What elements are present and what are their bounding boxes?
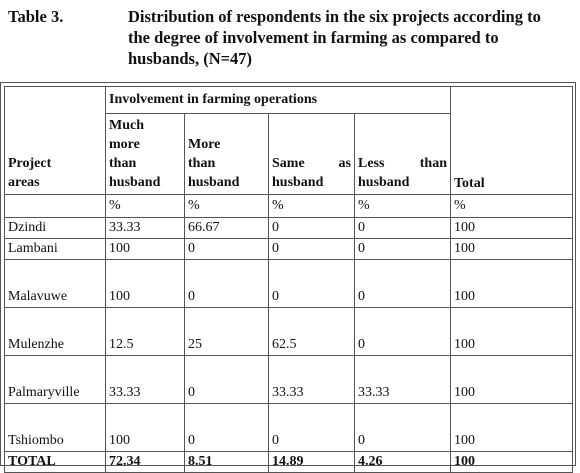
value-cell: 12.5 <box>106 308 185 356</box>
value-cell: 100 <box>106 260 185 308</box>
col-line: more <box>109 137 140 152</box>
table-row <box>5 239 573 260</box>
col-line: More <box>188 137 221 152</box>
value-cell: 33.33 <box>106 218 185 239</box>
unit-cell: % <box>106 195 185 218</box>
value-cell: 33.33 <box>269 356 355 404</box>
value-cell: 25 <box>185 308 269 356</box>
total-row <box>5 452 573 473</box>
value-cell: 0 <box>269 260 355 308</box>
value-cell: 33.33 <box>106 356 185 404</box>
col-same <box>269 114 355 195</box>
col-line: husband <box>188 175 240 190</box>
area-cell: Dzindi <box>5 218 106 239</box>
project-areas-header <box>5 87 106 195</box>
value-cell: 100 <box>106 404 185 452</box>
distribution-table <box>4 86 573 473</box>
total-label-cell: TOTAL <box>5 452 106 473</box>
value-cell: 100 <box>451 356 573 404</box>
value-cell: 0 <box>355 218 451 239</box>
value-cell: 0 <box>185 404 269 452</box>
area-cell: Tshiombo <box>5 404 106 452</box>
area-cell: Mulenzhe <box>5 308 106 356</box>
col-line: than <box>188 156 216 171</box>
col-line: husband <box>272 175 324 190</box>
value-cell: 0 <box>185 239 269 260</box>
total-value-cell: 100 <box>451 452 573 473</box>
value-cell: 100 <box>451 260 573 308</box>
value-cell: 0 <box>355 308 451 356</box>
caption-label: Table 3. <box>8 7 64 26</box>
col-less <box>355 114 451 195</box>
involvement-group-header: Involvement in farming operations <box>106 87 451 114</box>
unit-cell: % <box>185 195 269 218</box>
caption-text: Distribution of respondents in the six projects according to the degree of involvement in farming as compared to husbands, (N=47) <box>128 7 541 68</box>
value-cell: 0 <box>185 260 269 308</box>
col-more <box>185 114 269 195</box>
value-cell: 66.67 <box>185 218 269 239</box>
col-much-more <box>106 114 185 195</box>
table-row <box>5 218 573 239</box>
value-cell: 100 <box>451 404 573 452</box>
total-header: Total <box>451 87 573 195</box>
row-header-line: areas <box>8 175 40 190</box>
col-line: than <box>109 156 137 171</box>
value-cell: 100 <box>451 218 573 239</box>
unit-cell-empty <box>5 195 106 218</box>
table-row <box>5 404 573 452</box>
value-cell: 0 <box>355 260 451 308</box>
value-cell: 0 <box>269 218 355 239</box>
value-cell: 100 <box>451 308 573 356</box>
col-line: husband <box>109 175 161 190</box>
table-row <box>5 308 573 356</box>
value-cell: 62.5 <box>269 308 355 356</box>
total-value-cell: 8.51 <box>185 452 269 473</box>
area-cell: Palmaryville <box>5 356 106 404</box>
value-cell: 0 <box>185 356 269 404</box>
value-cell: 0 <box>269 239 355 260</box>
table-frame <box>0 82 576 469</box>
value-cell: 100 <box>451 239 573 260</box>
value-cell: 0 <box>355 404 451 452</box>
col-line: Less than <box>358 156 447 171</box>
unit-cell: % <box>269 195 355 218</box>
col-line: husband <box>358 175 410 190</box>
col-line: Much <box>109 118 144 133</box>
table-row <box>5 260 573 308</box>
col-line: Same as <box>272 156 351 171</box>
row-header-line: Project <box>8 156 52 171</box>
total-value-cell: 14.89 <box>269 452 355 473</box>
unit-cell: % <box>355 195 451 218</box>
value-cell: 0 <box>355 239 451 260</box>
area-cell: Lambani <box>5 239 106 260</box>
value-cell: 33.33 <box>355 356 451 404</box>
area-cell: Malavuwe <box>5 260 106 308</box>
value-cell: 0 <box>269 404 355 452</box>
table-row <box>5 356 573 404</box>
value-cell: 100 <box>106 239 185 260</box>
unit-cell: % <box>451 195 573 218</box>
total-value-cell: 4.26 <box>355 452 451 473</box>
total-value-cell: 72.34 <box>106 452 185 473</box>
